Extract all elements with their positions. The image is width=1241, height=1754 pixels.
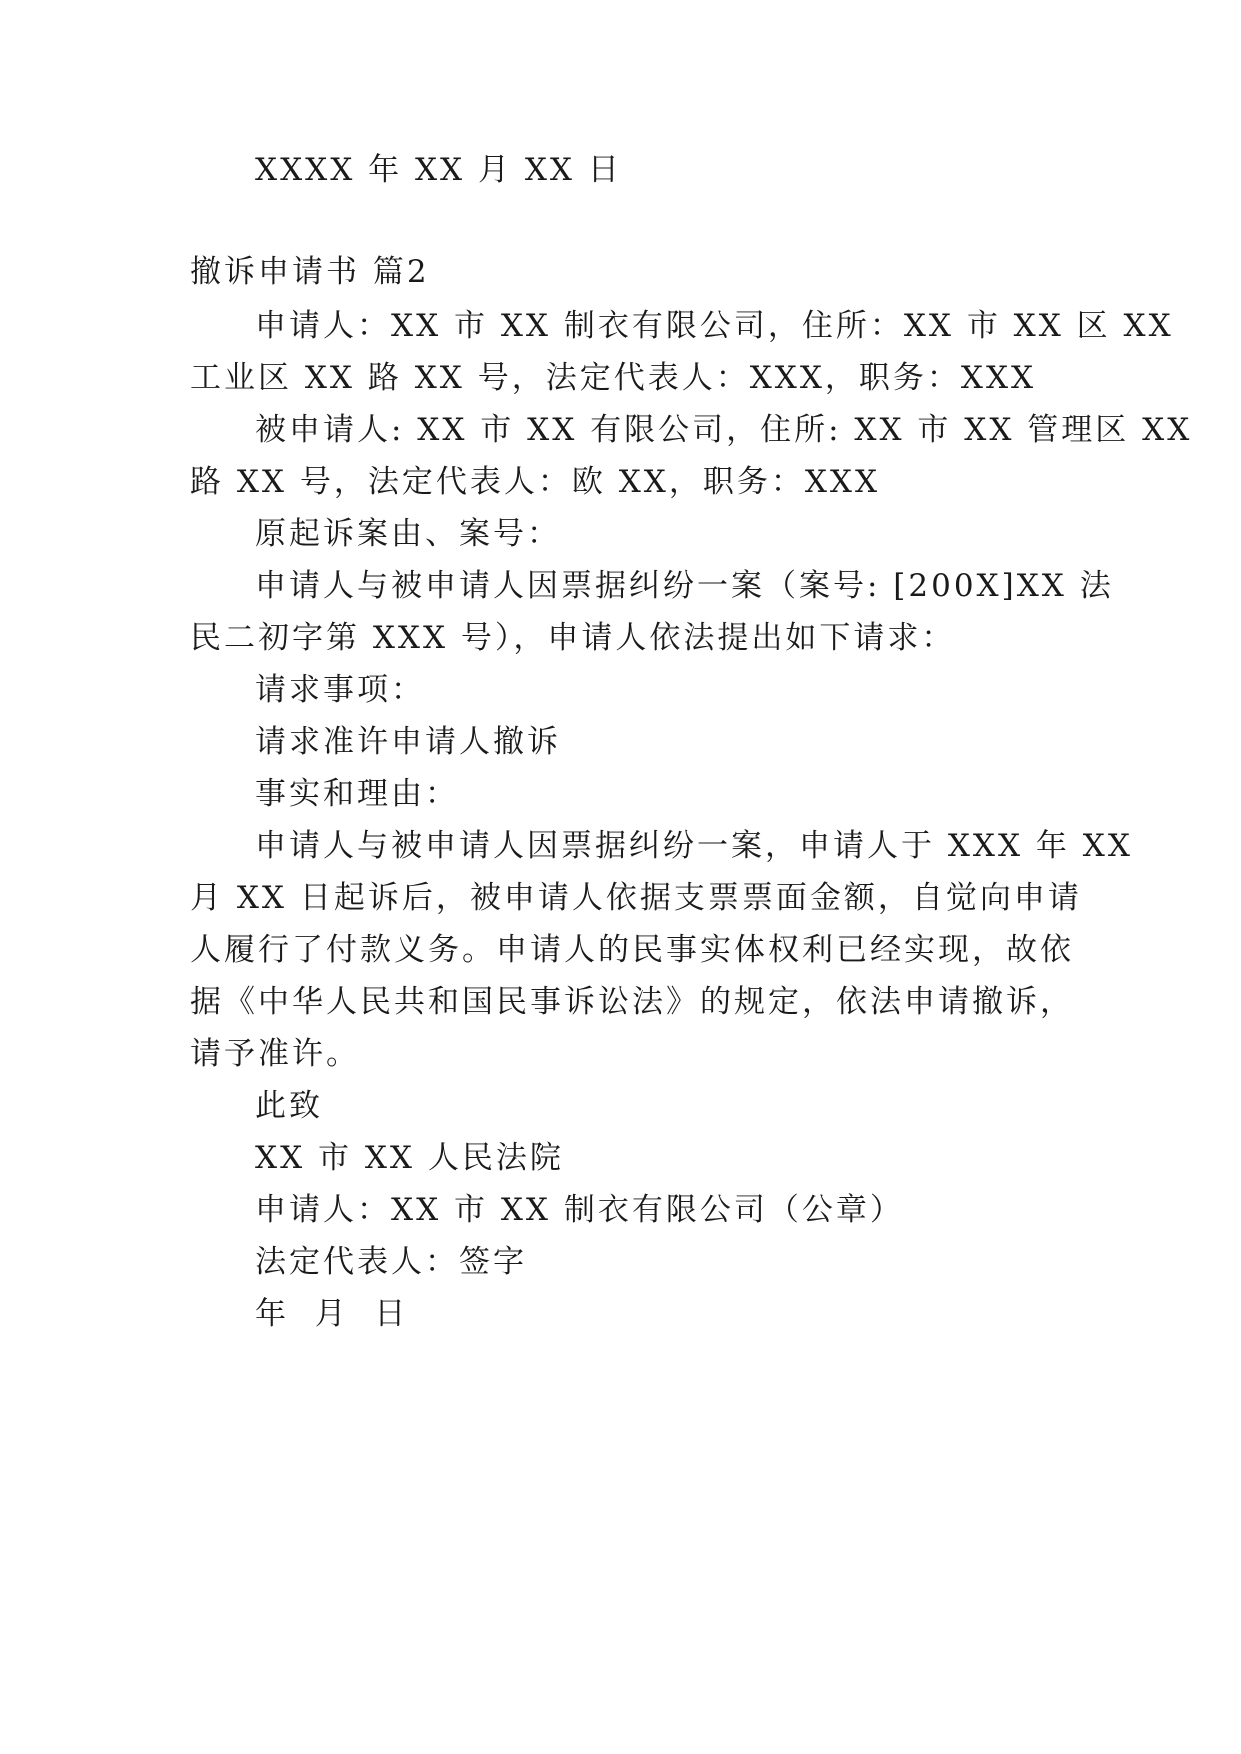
facts-label: 事实和理由： bbox=[255, 776, 459, 812]
case-label: 原起诉案由、案号： bbox=[255, 516, 561, 552]
case-body-line-1: 申请人与被申请人因票据纠纷一案（案号: [200X]XX 法 bbox=[255, 568, 1114, 604]
facts-line-4: 据《中华人民共和国民事诉讼法》的规定，依法申请撤诉， bbox=[190, 984, 1074, 1020]
applicant-line-2: 工业区 XX 路 XX 号，法定代表人：XXX，职务：XXX bbox=[190, 360, 1037, 396]
facts-line-3: 人履行了付款义务。申请人的民事实体权利已经实现，故依 bbox=[190, 932, 1074, 968]
signer: 申请人：XX 市 XX 制衣有限公司（公章） bbox=[255, 1192, 904, 1228]
salutation: 此致 bbox=[255, 1088, 323, 1124]
request-label: 请求事项： bbox=[255, 672, 425, 708]
case-body-line-2: 民二初字第 XXX 号），申请人依法提出如下请求： bbox=[190, 620, 956, 656]
facts-line-1: 申请人与被申请人因票据纠纷一案，申请人于 XXX 年 XX bbox=[255, 828, 1133, 864]
facts-line-2: 月 XX 日起诉后，被申请人依据支票票面金额，自觉向申请 bbox=[190, 880, 1082, 916]
previous-date: XXXX 年 XX 月 XX 日 bbox=[255, 152, 622, 188]
document-heading: 撤诉申请书 篇2 bbox=[190, 254, 430, 290]
respondent-line-2: 路 XX 号，法定代表人：欧 XX，职务：XXX bbox=[190, 464, 881, 500]
respondent-line-1: 被申请人: XX 市 XX 有限公司，住所: XX 市 XX 管理区 XX bbox=[255, 412, 1193, 448]
request-item: 请求准许申请人撤诉 bbox=[255, 724, 561, 760]
court-name: XX 市 XX 人民法院 bbox=[255, 1140, 564, 1176]
facts-line-5: 请予准许。 bbox=[190, 1036, 360, 1072]
applicant-line-1: 申请人：XX 市 XX 制衣有限公司，住所：XX 市 XX 区 XX bbox=[255, 308, 1174, 344]
signature-date: 年 月 日 bbox=[255, 1296, 409, 1332]
legal-representative: 法定代表人：签字 bbox=[255, 1244, 527, 1280]
